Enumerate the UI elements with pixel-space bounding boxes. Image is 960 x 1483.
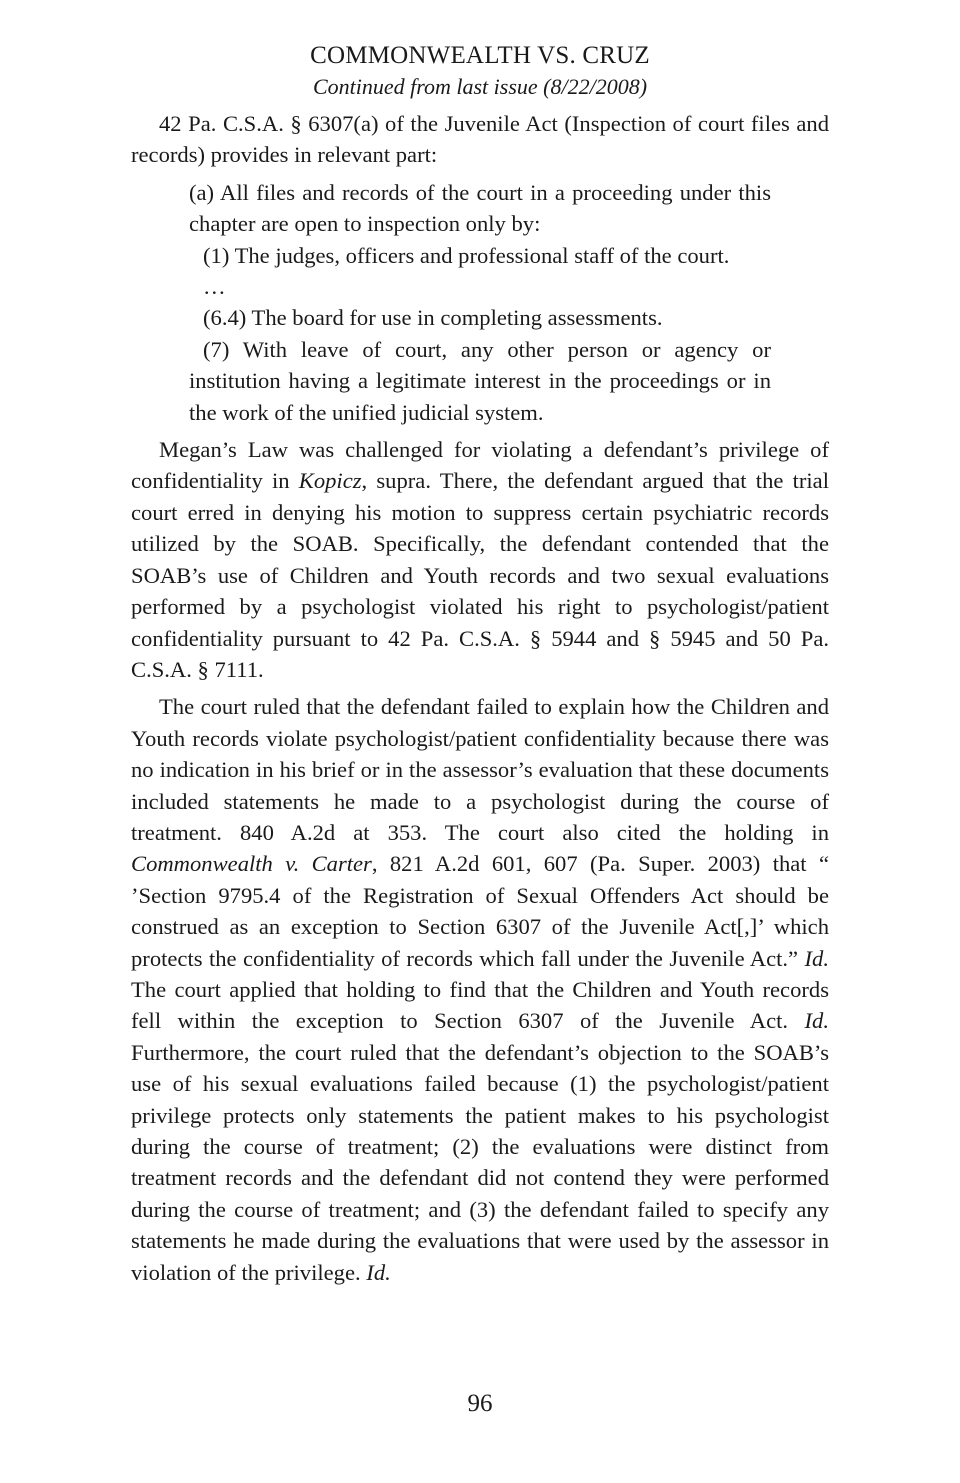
case-title: COMMONWEALTH VS. CRUZ	[310, 42, 650, 69]
page	[131, 40, 829, 1294]
quote-subsection-a: (a) All files and records of the court in a proceeding under this chapter are open to inspection only by:	[189, 179, 771, 237]
case-name-kopicz: Kopicz	[298, 468, 362, 494]
text-span: , 821 A.2d 601, 607 (Pa. Super. 2003) that “ ’Section 9795.4 of the Registration of Sexual Offenders Act should be construed as an exception to Section 6307 of the Juvenile Act[,]’ which protects the confidentiality of records which fall under the Juvenile Act.”	[131, 851, 829, 971]
text-span: , supra. There, the defendant argued that the trial court erred in denying his motion to suppress certain psychiatric records utilized by the SOAB. Specifically, the defendant contended that the SOAB’s use of Children and Youth records and two sexual evaluations performed by a psychologist violated his right to psychologist/patient confidentiality pursuant to 42 Pa. C.S.A. § 5944 and § 5945 and 50 Pa. C.S.A. § 7111.	[131, 468, 829, 682]
text-span: Megan’s Law was challenged for violating a defendant’s privilege of confidentiality in	[131, 437, 829, 494]
text-span: The court applied that holding to find that the Children and Youth records fell within the exception to Section 6307 of the Juvenile Act.	[131, 976, 829, 1034]
quote-item-7: (7) With leave of court, any other person or agency or institution having a legitimate interest in the proceedings or in the work of the unified judicial system.	[189, 336, 771, 425]
quote-item-6-4: (6.4) The board for use in completing assessments.	[203, 305, 663, 331]
running-header	[131, 40, 829, 102]
statute-quote	[189, 177, 771, 428]
id-citation: Id.	[366, 1259, 391, 1285]
intro-paragraph: 42 Pa. C.S.A. § 6307(a) of the Juvenile Act (Inspection of court files and records) provides in relevant part:	[131, 111, 829, 168]
case-name-carter: Commonwealth v. Carter	[131, 851, 372, 877]
continued-note: Continued from last issue (8/22/2008)	[312, 74, 648, 99]
text-span: Furthermore, the court ruled that the defendant’s objection to the SOAB’s use of his sexual evaluations failed because (1) the psychologist/patient privilege protects only statements the patient makes to his psychologist during the course of treatment; (2) the evaluations were distinct from treatment records and the defendant did not contend they were performed during the course of treatment; and (3) the defendant failed to specify any statements he made during the evaluations that were used by the assessor in violation of the privilege.	[131, 1039, 829, 1285]
paragraph-court-ruling	[131, 691, 829, 1288]
quote-item-1: (1) The judges, officers and professional staff of the court.	[203, 242, 730, 268]
id-citation: Id.	[804, 945, 829, 971]
id-citation: Id.	[804, 1008, 829, 1034]
paragraph-kopicz	[131, 434, 829, 685]
quote-ellipsis: …	[203, 274, 226, 300]
text-span: The court ruled that the defendant failed to explain how the Children and Youth records violate psychologist/patient confidentiality because there was no indication in his brief or in the assessor’s evaluation that these documents included statements he made to a psychologist during the course of treatment. 840 A.2d at 353. The court also cited the holding in	[131, 694, 829, 845]
page-number: 96	[467, 1390, 493, 1417]
